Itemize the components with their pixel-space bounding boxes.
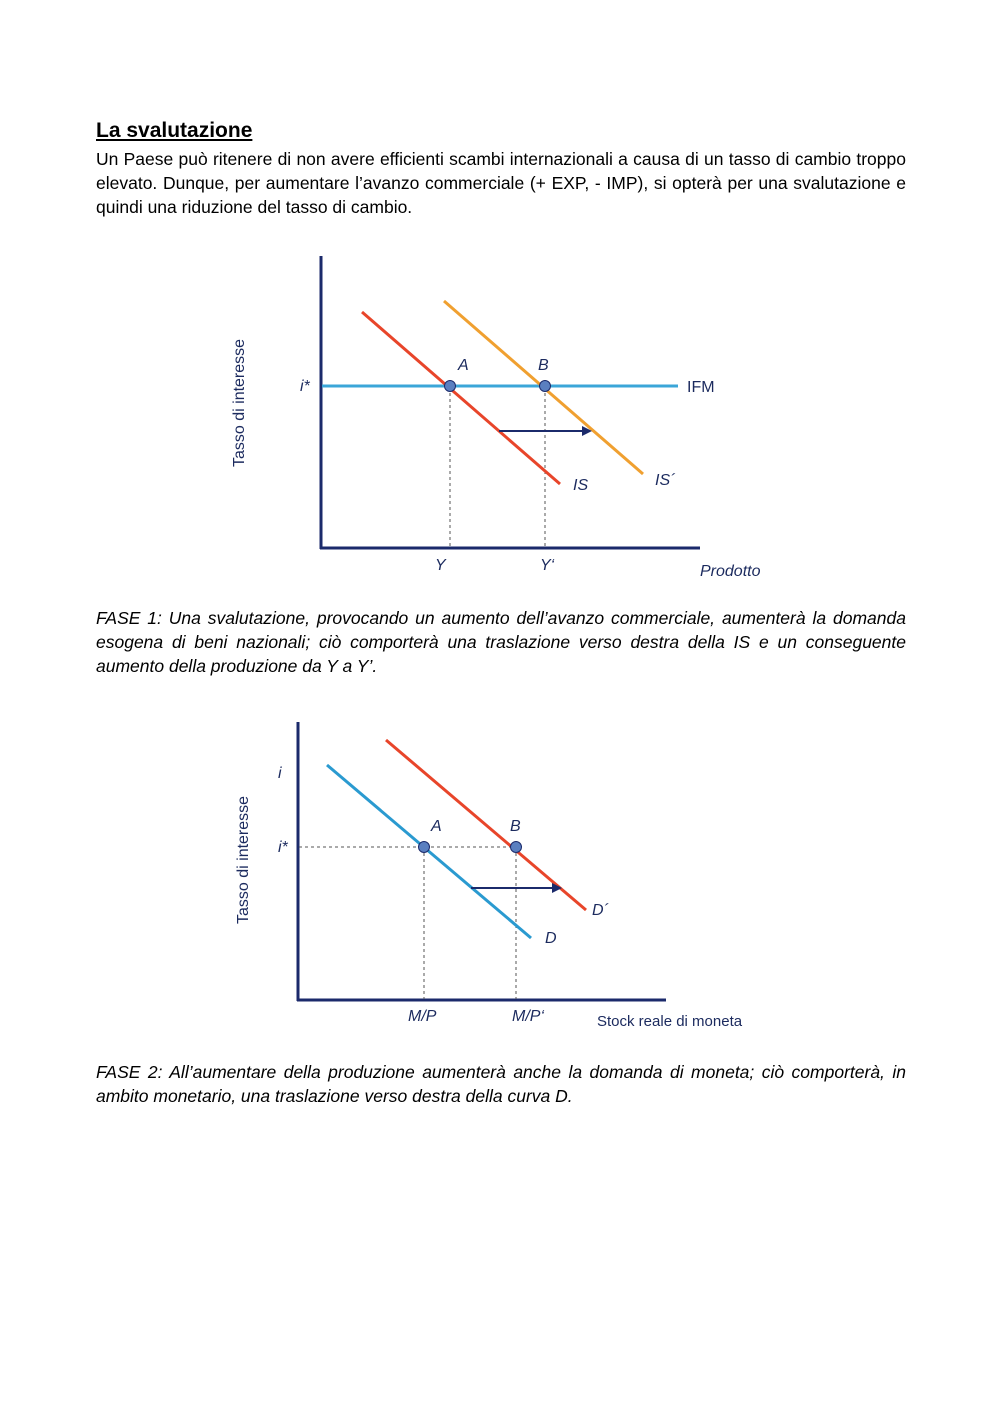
fig2-d-label: D <box>545 930 557 947</box>
fig2-d-line <box>327 765 531 938</box>
fig1-is-label: IS <box>573 477 589 494</box>
fig1-y-prime-label: Y‘ <box>540 557 555 574</box>
caption-fase-2: FASE 2: All’aumentare della produzione aumenterà anche la domanda di moneta; ciò comporterà, in ambito monetario, una traslazione verso destra della curva D. <box>96 1062 906 1106</box>
fig1-y-label: Y <box>435 557 446 574</box>
fig2-point-a <box>419 842 430 853</box>
fig1-point-b-label: B <box>538 357 549 374</box>
fig2-d-prime-label: D´ <box>592 902 609 919</box>
fig2-mp-prime-label: M/P‘ <box>512 1008 544 1025</box>
fig1-point-a-label: A <box>458 357 469 374</box>
fig2-y-axis-label: Tasso di interesse <box>235 795 252 924</box>
intro-paragraph: Un Paese può ritenere di non avere efficienti scambi internazionali a causa di un tasso di cambio troppo elevato. Dunque, per aumentare l’avanzo commerciale (+ EXP, - IMP), si opterà per una svalutazione e quindi una riduzione del tasso di cambio. <box>96 149 906 217</box>
fig2-x-axis-label: Stock reale di moneta <box>597 1013 743 1030</box>
fig2-point-b <box>511 842 522 853</box>
fig2-mp-label: M/P <box>408 1008 437 1025</box>
fig1-x-axis-label: Prodotto <box>700 563 761 580</box>
fig2-d-prime-line <box>386 740 586 910</box>
fig2-point-b-label: B <box>510 818 521 835</box>
fig1-y-axis-label: Tasso di interesse <box>231 338 248 467</box>
fig2-point-a-label: A <box>431 818 442 835</box>
fig1-ifm-label: IFM <box>687 379 715 396</box>
fig1-is-prime-label: IS´ <box>655 472 676 489</box>
page-title: La svalutazione <box>96 119 253 142</box>
fig2-i-label: i <box>278 765 282 782</box>
fig1-i-star-label: i* <box>300 378 310 395</box>
fig2-i-star-label: i* <box>278 839 288 856</box>
caption-fase-1: FASE 1: Una svalutazione, provocando un aumento dell’avanzo commerciale, aumenterà la domanda esogena di beni nazionali; ciò comporterà una traslazione verso destra della IS e un conseguente aumento della produzione da Y a Y’. <box>96 608 906 676</box>
